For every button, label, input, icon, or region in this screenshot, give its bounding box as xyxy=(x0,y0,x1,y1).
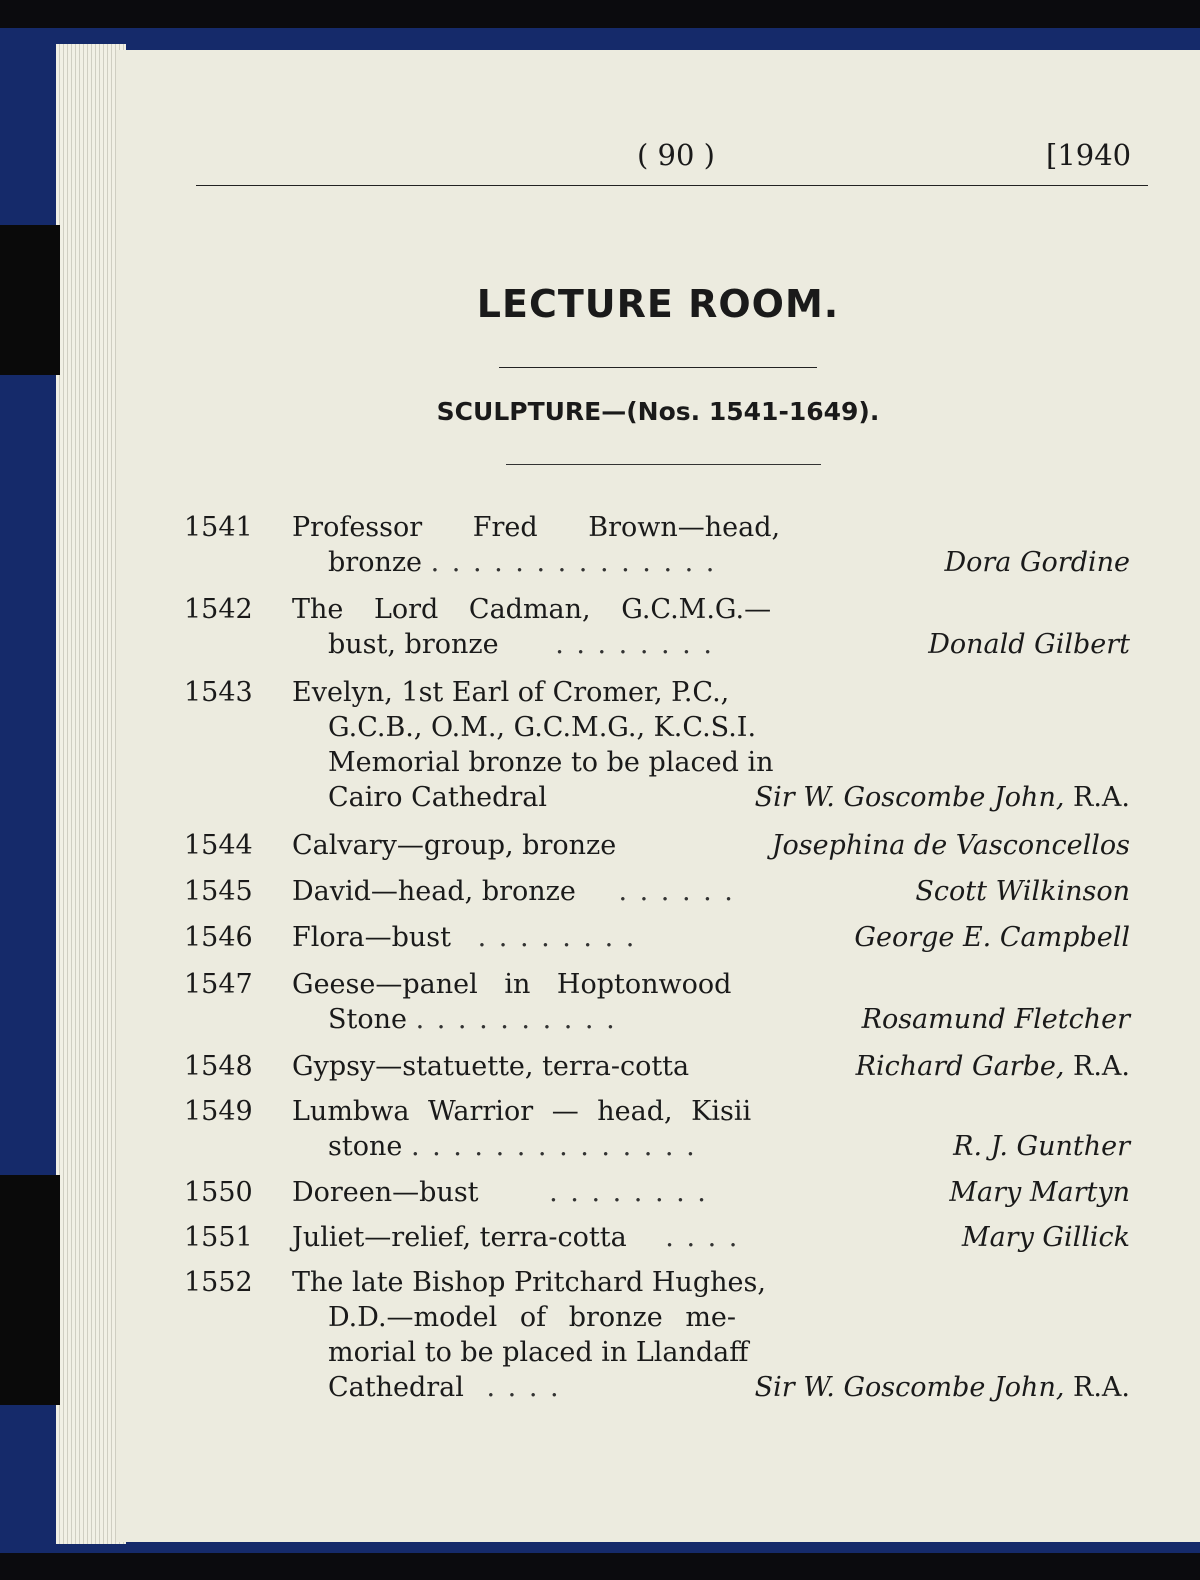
entry-title-text: Cathedral xyxy=(328,1372,464,1403)
artist-credit xyxy=(854,922,1130,953)
subtitle-rule xyxy=(506,464,821,465)
entry-title-line: The Lord Cadman, G.C.M.G.— xyxy=(292,594,772,625)
artist-name: Donald Gilbert xyxy=(928,629,1130,660)
entry-title-text: stone xyxy=(328,1131,403,1162)
artist-credit xyxy=(856,1051,1130,1082)
artist-name: Mary Gillick xyxy=(961,1222,1130,1253)
entry-title-line xyxy=(292,1177,708,1208)
artist-credit xyxy=(755,1372,1130,1403)
catalogue-entry xyxy=(116,830,1200,870)
artist-name: Scott Wilkinson xyxy=(915,876,1130,907)
dot-leader: . . . . . . . . . . . . . . xyxy=(410,1131,697,1162)
dot-leader: . . . . . . . . xyxy=(477,922,637,953)
entry-number: 1541 xyxy=(184,512,253,543)
artist-name: Sir W. Goscombe John, xyxy=(754,782,1065,813)
entry-title-text: David—head, bronze xyxy=(292,876,576,907)
artist-credit xyxy=(915,876,1130,907)
entry-title-line xyxy=(328,1004,617,1035)
entry-number: 1543 xyxy=(184,677,253,708)
dot-leader: . . . . xyxy=(486,1372,561,1403)
header-rule xyxy=(196,185,1148,186)
catalogue-entry xyxy=(116,1222,1200,1262)
entry-title-text: bust, bronze xyxy=(328,629,499,660)
artist-credit xyxy=(772,830,1130,861)
entry-title-line xyxy=(328,629,714,660)
entry-title-line: The late Bishop Pritchard Hughes, xyxy=(292,1267,766,1298)
entry-title-line xyxy=(292,876,735,907)
entry-title-line: morial to be placed in Llandaff xyxy=(328,1337,749,1368)
entry-number: 1546 xyxy=(184,922,253,953)
entry-number: 1547 xyxy=(184,969,253,1000)
dot-leader: . . . . xyxy=(665,1222,740,1253)
artist-name: Josephina de Vasconcellos xyxy=(771,830,1130,861)
entry-title-line: Memorial bronze to be placed in xyxy=(328,747,774,778)
entry-title-line: Gypsy—statuette, terra-cotta xyxy=(292,1051,690,1082)
book-clip-top xyxy=(0,225,60,375)
section-subtitle: SCULPTURE—(Nos. 1541-1649). xyxy=(436,397,880,426)
entry-title-line: G.C.B., O.M., G.C.M.G., K.C.S.I. xyxy=(328,712,757,743)
artist-name: Richard Garbe, xyxy=(855,1051,1065,1082)
entry-title-line: Evelyn, 1st Earl of Cromer, P.C., xyxy=(292,677,730,708)
artist-name: Mary Martyn xyxy=(949,1177,1130,1208)
artist-suffix: R.A. xyxy=(1064,1372,1130,1403)
entry-title-line xyxy=(292,922,636,953)
artist-name: Sir W. Goscombe John, xyxy=(754,1372,1065,1403)
entry-title-line: Geese—panel in Hoptonwood xyxy=(292,969,732,1000)
dot-leader: . . . . . . xyxy=(618,876,735,907)
artist-credit xyxy=(953,1131,1130,1162)
artist-credit xyxy=(944,547,1130,578)
entry-number: 1552 xyxy=(184,1267,253,1298)
entry-number: 1549 xyxy=(184,1096,253,1127)
entry-title-text: bronze xyxy=(328,547,423,578)
catalogue-entry xyxy=(116,1177,1200,1217)
catalogue-entry xyxy=(116,677,1200,827)
catalogue-entry xyxy=(116,512,1200,592)
entry-title-text: Flora—bust xyxy=(292,922,452,953)
entry-number: 1545 xyxy=(184,876,253,907)
artist-name: Dora Gordine xyxy=(944,547,1130,578)
entry-title-text: Juliet—relief, terra-cotta xyxy=(292,1222,627,1253)
catalogue-entry xyxy=(116,594,1200,674)
entry-title-text: Doreen—bust xyxy=(292,1177,479,1208)
entry-number: 1542 xyxy=(184,594,253,625)
entry-title-line xyxy=(328,1372,561,1403)
page-header xyxy=(116,138,1200,188)
catalogue-entry xyxy=(116,969,1200,1049)
artist-suffix: R.A. xyxy=(1064,782,1130,813)
dot-leader: . . . . . . . . . . xyxy=(415,1004,617,1035)
page-year: [1940 xyxy=(1046,138,1132,172)
dot-leader: . . . . . . . . . . . . . . xyxy=(430,547,717,578)
entry-number: 1550 xyxy=(184,1177,253,1208)
entry-title-line xyxy=(328,1131,697,1162)
artist-credit xyxy=(755,782,1130,813)
artist-credit xyxy=(862,1004,1130,1035)
entry-title-text: Stone xyxy=(328,1004,407,1035)
entry-number: 1544 xyxy=(184,830,253,861)
artist-credit xyxy=(928,629,1130,660)
catalogue-entry xyxy=(116,1267,1200,1417)
entry-title-line: Calvary—group, bronze xyxy=(292,830,617,861)
entry-title-line xyxy=(292,1222,739,1253)
book-clip-bottom xyxy=(0,1175,60,1405)
catalogue-entry xyxy=(116,1096,1200,1176)
entry-title-line xyxy=(328,547,716,578)
title-rule xyxy=(499,367,817,368)
room-title: LECTURE ROOM. xyxy=(476,282,840,326)
artist-suffix: R.A. xyxy=(1064,1051,1130,1082)
dot-leader: . . . . . . . . xyxy=(555,629,714,660)
catalogue-entry xyxy=(116,1051,1200,1091)
catalogue-entry xyxy=(116,922,1200,962)
entry-title-line: Cairo Cathedral xyxy=(328,782,548,813)
artist-name: George E. Campbell xyxy=(854,922,1130,953)
catalogue-entry xyxy=(116,876,1200,916)
dot-leader: . . . . . . . . xyxy=(549,1177,708,1208)
entry-title-line: Lumbwa Warrior — head, Kisii xyxy=(292,1096,752,1127)
entry-number: 1551 xyxy=(184,1222,253,1253)
page-number: ( 90 ) xyxy=(637,138,715,172)
entry-title-line: Professor Fred Brown—head, xyxy=(292,512,781,543)
artist-credit xyxy=(949,1177,1130,1208)
artist-name: Rosamund Fletcher xyxy=(861,1004,1130,1035)
artist-name: R. J. Gunther xyxy=(953,1131,1130,1162)
catalogue-page xyxy=(116,50,1200,1542)
entry-title-line: D.D.—model of bronze me- xyxy=(328,1302,737,1333)
entry-number: 1548 xyxy=(184,1051,253,1082)
artist-credit xyxy=(962,1222,1130,1253)
